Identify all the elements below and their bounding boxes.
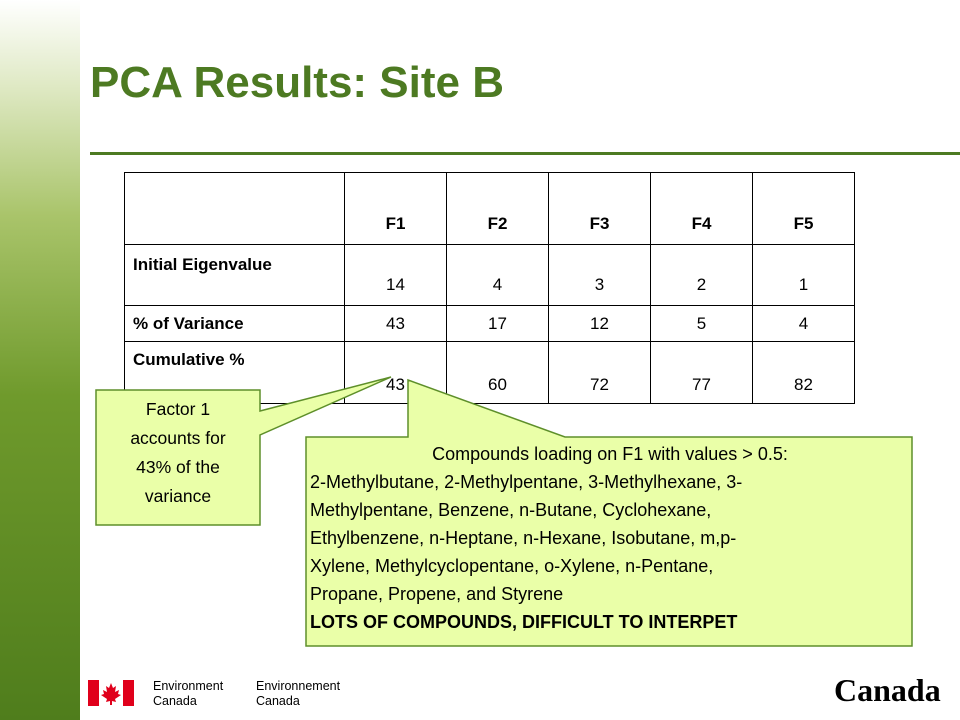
table-cell: 2: [651, 245, 753, 306]
row-label: % of Variance: [125, 306, 345, 342]
compound-line: 2-Methylbutane, 2-Methylpentane, 3-Methylhexane, 3-: [310, 472, 743, 492]
department-name-english: [153, 679, 223, 709]
canada-flag-icon: [88, 680, 134, 706]
table-cell: 14: [345, 245, 447, 306]
column-header: F2: [447, 173, 549, 245]
row-label: Initial Eigenvalue: [125, 245, 345, 306]
slide-title: PCA Results: Site B: [90, 58, 505, 107]
table-cell: 77: [651, 342, 753, 404]
table-cell: 82: [753, 342, 855, 404]
compound-line: Propane, Propene, and Styrene: [310, 584, 564, 604]
callout-large-text: [310, 440, 910, 636]
callout-small-text: [96, 395, 260, 511]
column-header: F5: [753, 173, 855, 245]
callout-emphasis: LOTS OF COMPOUNDS, DIFFICULT TO INTERPET: [310, 612, 738, 632]
table-cell: 5: [651, 306, 753, 342]
compound-list: [310, 468, 910, 608]
table-cell: 17: [447, 306, 549, 342]
row-label: Cumulative %: [125, 342, 345, 404]
table-cell: 60: [447, 342, 549, 404]
table-cell: 1: [753, 245, 855, 306]
department-line: Canada: [256, 694, 300, 708]
department-line: Environnement: [256, 679, 341, 693]
table-cell: 43: [345, 306, 447, 342]
callout-large-heading: Compounds loading on F1 with values > 0.5:: [432, 444, 788, 464]
department-line: Canada: [153, 694, 197, 708]
callout-small-line: Factor 1: [145, 399, 211, 419]
table-cell: 4: [447, 245, 549, 306]
table-cell: 3: [549, 245, 651, 306]
compound-line: Methylpentane, Benzene, n-Butane, Cyclohexane,: [310, 500, 712, 520]
table-cell: 72: [549, 342, 651, 404]
callout-small-line: 43% of the: [136, 457, 220, 477]
table-cell: 12: [549, 306, 651, 342]
compound-line: Ethylbenzene, n-Heptane, n-Hexane, Isobutane, m,p-: [310, 528, 737, 548]
table-cell: 43: [345, 342, 447, 404]
compound-line: Xylene, Methylcyclopentane, o-Xylene, n-Pentane,: [310, 556, 714, 576]
department-line: Environment: [153, 679, 224, 693]
callout-small-line: variance: [144, 486, 212, 506]
canada-wordmark: Canada: [834, 672, 941, 708]
callout-small-line: accounts for: [130, 428, 226, 448]
column-header: F4: [651, 173, 753, 245]
column-header: F3: [549, 173, 651, 245]
table-cell: 4: [753, 306, 855, 342]
column-header: F1: [345, 173, 447, 245]
department-name-french: [256, 679, 340, 709]
